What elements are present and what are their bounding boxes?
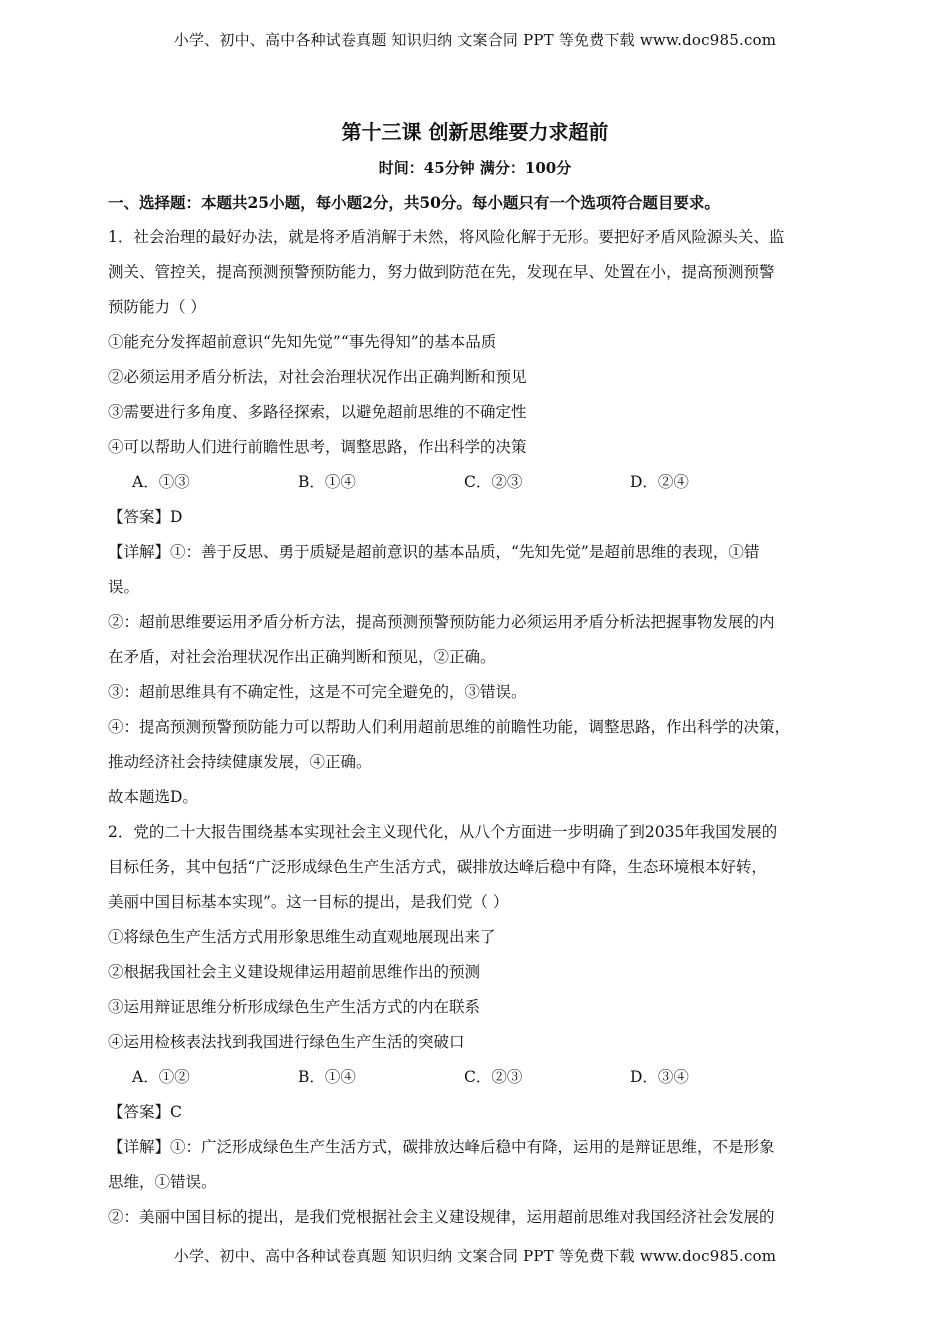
- q1-item: ④可以帮助人们进行前瞻性思考，调整思路，作出科学的决策: [108, 438, 527, 456]
- q1-stem-line: 测关、管控关，提高预测预警预防能力，努力做到防范在先，发现在早、处置在小，提高预测预警: [108, 263, 775, 281]
- q1-option-b: B．①④: [298, 473, 356, 491]
- q1-explain-line: 【详解】①：善于反思、勇于质疑是超前意识的基本品质，“先知先觉”是超前思维的表现，①错: [108, 543, 760, 561]
- q1-option-d: D．②④: [630, 473, 689, 491]
- q2-stem-line: 美丽中国目标基本实现”。这一目标的提出，是我们党（ ）: [108, 893, 509, 911]
- page-footer: 小学、初中、高中各种试卷真题 知识归纳 文案合同 PPT 等免费下载 www.doc985.com: [173, 1247, 777, 1265]
- q2-explain-line: 【详解】①：广泛形成绿色生产生活方式，碳排放达峰后稳中有降，运用的是辩证思维，不是形象: [108, 1138, 775, 1156]
- question-1: [108, 220, 843, 815]
- lesson-title: 第十三课 创新思维要力求超前: [341, 120, 609, 144]
- q1-item: ③需要进行多角度、多路径探索，以避免超前思维的不确定性: [108, 403, 527, 421]
- q1-option-a: A．①③: [132, 473, 190, 491]
- q2-option-d: D．③④: [630, 1068, 689, 1086]
- q2-stem-line: 2．党的二十大报告围绕基本实现社会主义现代化，从八个方面进一步明确了到2035年我国发展的: [108, 823, 778, 841]
- q1-item: ②必须运用矛盾分析法，对社会治理状况作出正确判断和预见: [108, 368, 527, 386]
- q2-item: ④运用检核表法找到我国进行绿色生产生活的突破口: [108, 1033, 465, 1051]
- q1-explain-line: 故本题选D。: [108, 788, 198, 806]
- q2-item: ①将绿色生产生活方式用形象思维生动直观地展现出来了: [108, 928, 496, 946]
- q1-explain-line: ④：提高预测预警预防能力可以帮助人们利用超前思维的前瞻性功能，调整思路，作出科学的决策，: [108, 718, 791, 736]
- q1-stem-line: 1．社会治理的最好办法，就是将矛盾消解于未然，将风险化解于无形。要把好矛盾风险源头关、监: [108, 228, 785, 246]
- q2-option-a: A．①②: [132, 1068, 190, 1086]
- q2-explain-line: 思维，①错误。: [108, 1173, 217, 1191]
- document-body: [108, 185, 843, 1235]
- q1-explain-line: 在矛盾，对社会治理状况作出正确判断和预见，②正确。: [108, 648, 496, 666]
- q1-explain-line: 误。: [108, 578, 140, 596]
- question-2: [108, 815, 843, 1235]
- q1-explain-line: ③：超前思维具有不确定性，这是不可完全避免的，③错误。: [108, 683, 527, 701]
- q1-option-c: C．②③: [464, 473, 523, 491]
- q1-explain-line: 推动经济社会持续健康发展，④正确。: [108, 753, 372, 771]
- q2-option-b: B．①④: [298, 1068, 356, 1086]
- q1-item: ①能充分发挥超前意识“先知先觉”“事先得知”的基本品质: [108, 333, 497, 351]
- q1-explain-line: ②：超前思维要运用矛盾分析方法，提高预测预警预防能力必须运用矛盾分析法把握事物发展的内: [108, 613, 775, 631]
- q2-answer: 【答案】C: [108, 1103, 182, 1121]
- exam-meta: 时间：45分钟 满分：100分: [378, 159, 572, 177]
- q1-stem-line: 预防能力（ ）: [108, 298, 206, 316]
- page-header: 小学、初中、高中各种试卷真题 知识归纳 文案合同 PPT 等免费下载 www.doc985.com: [173, 31, 777, 49]
- q2-item: ③运用辩证思维分析形成绿色生产生活方式的内在联系: [108, 998, 481, 1016]
- q2-explain-line: ②：美丽中国目标的提出，是我们党根据社会主义建设规律，运用超前思维对我国经济社会发展的: [108, 1208, 775, 1226]
- section-heading: 一、选择题：本题共25小题，每小题2分，共50分。每小题只有一个选项符合题目要求。: [108, 193, 720, 212]
- q2-stem-line: 目标任务，其中包括“广泛形成绿色生产生活方式，碳排放达峰后稳中有降，生态环境根本好转，: [108, 858, 767, 876]
- q2-option-c: C．②③: [464, 1068, 523, 1086]
- q1-options: [108, 465, 843, 500]
- q2-item: ②根据我国社会主义建设规律运用超前思维作出的预测: [108, 963, 481, 981]
- q1-answer: 【答案】D: [108, 508, 183, 526]
- q2-options: [108, 1060, 843, 1095]
